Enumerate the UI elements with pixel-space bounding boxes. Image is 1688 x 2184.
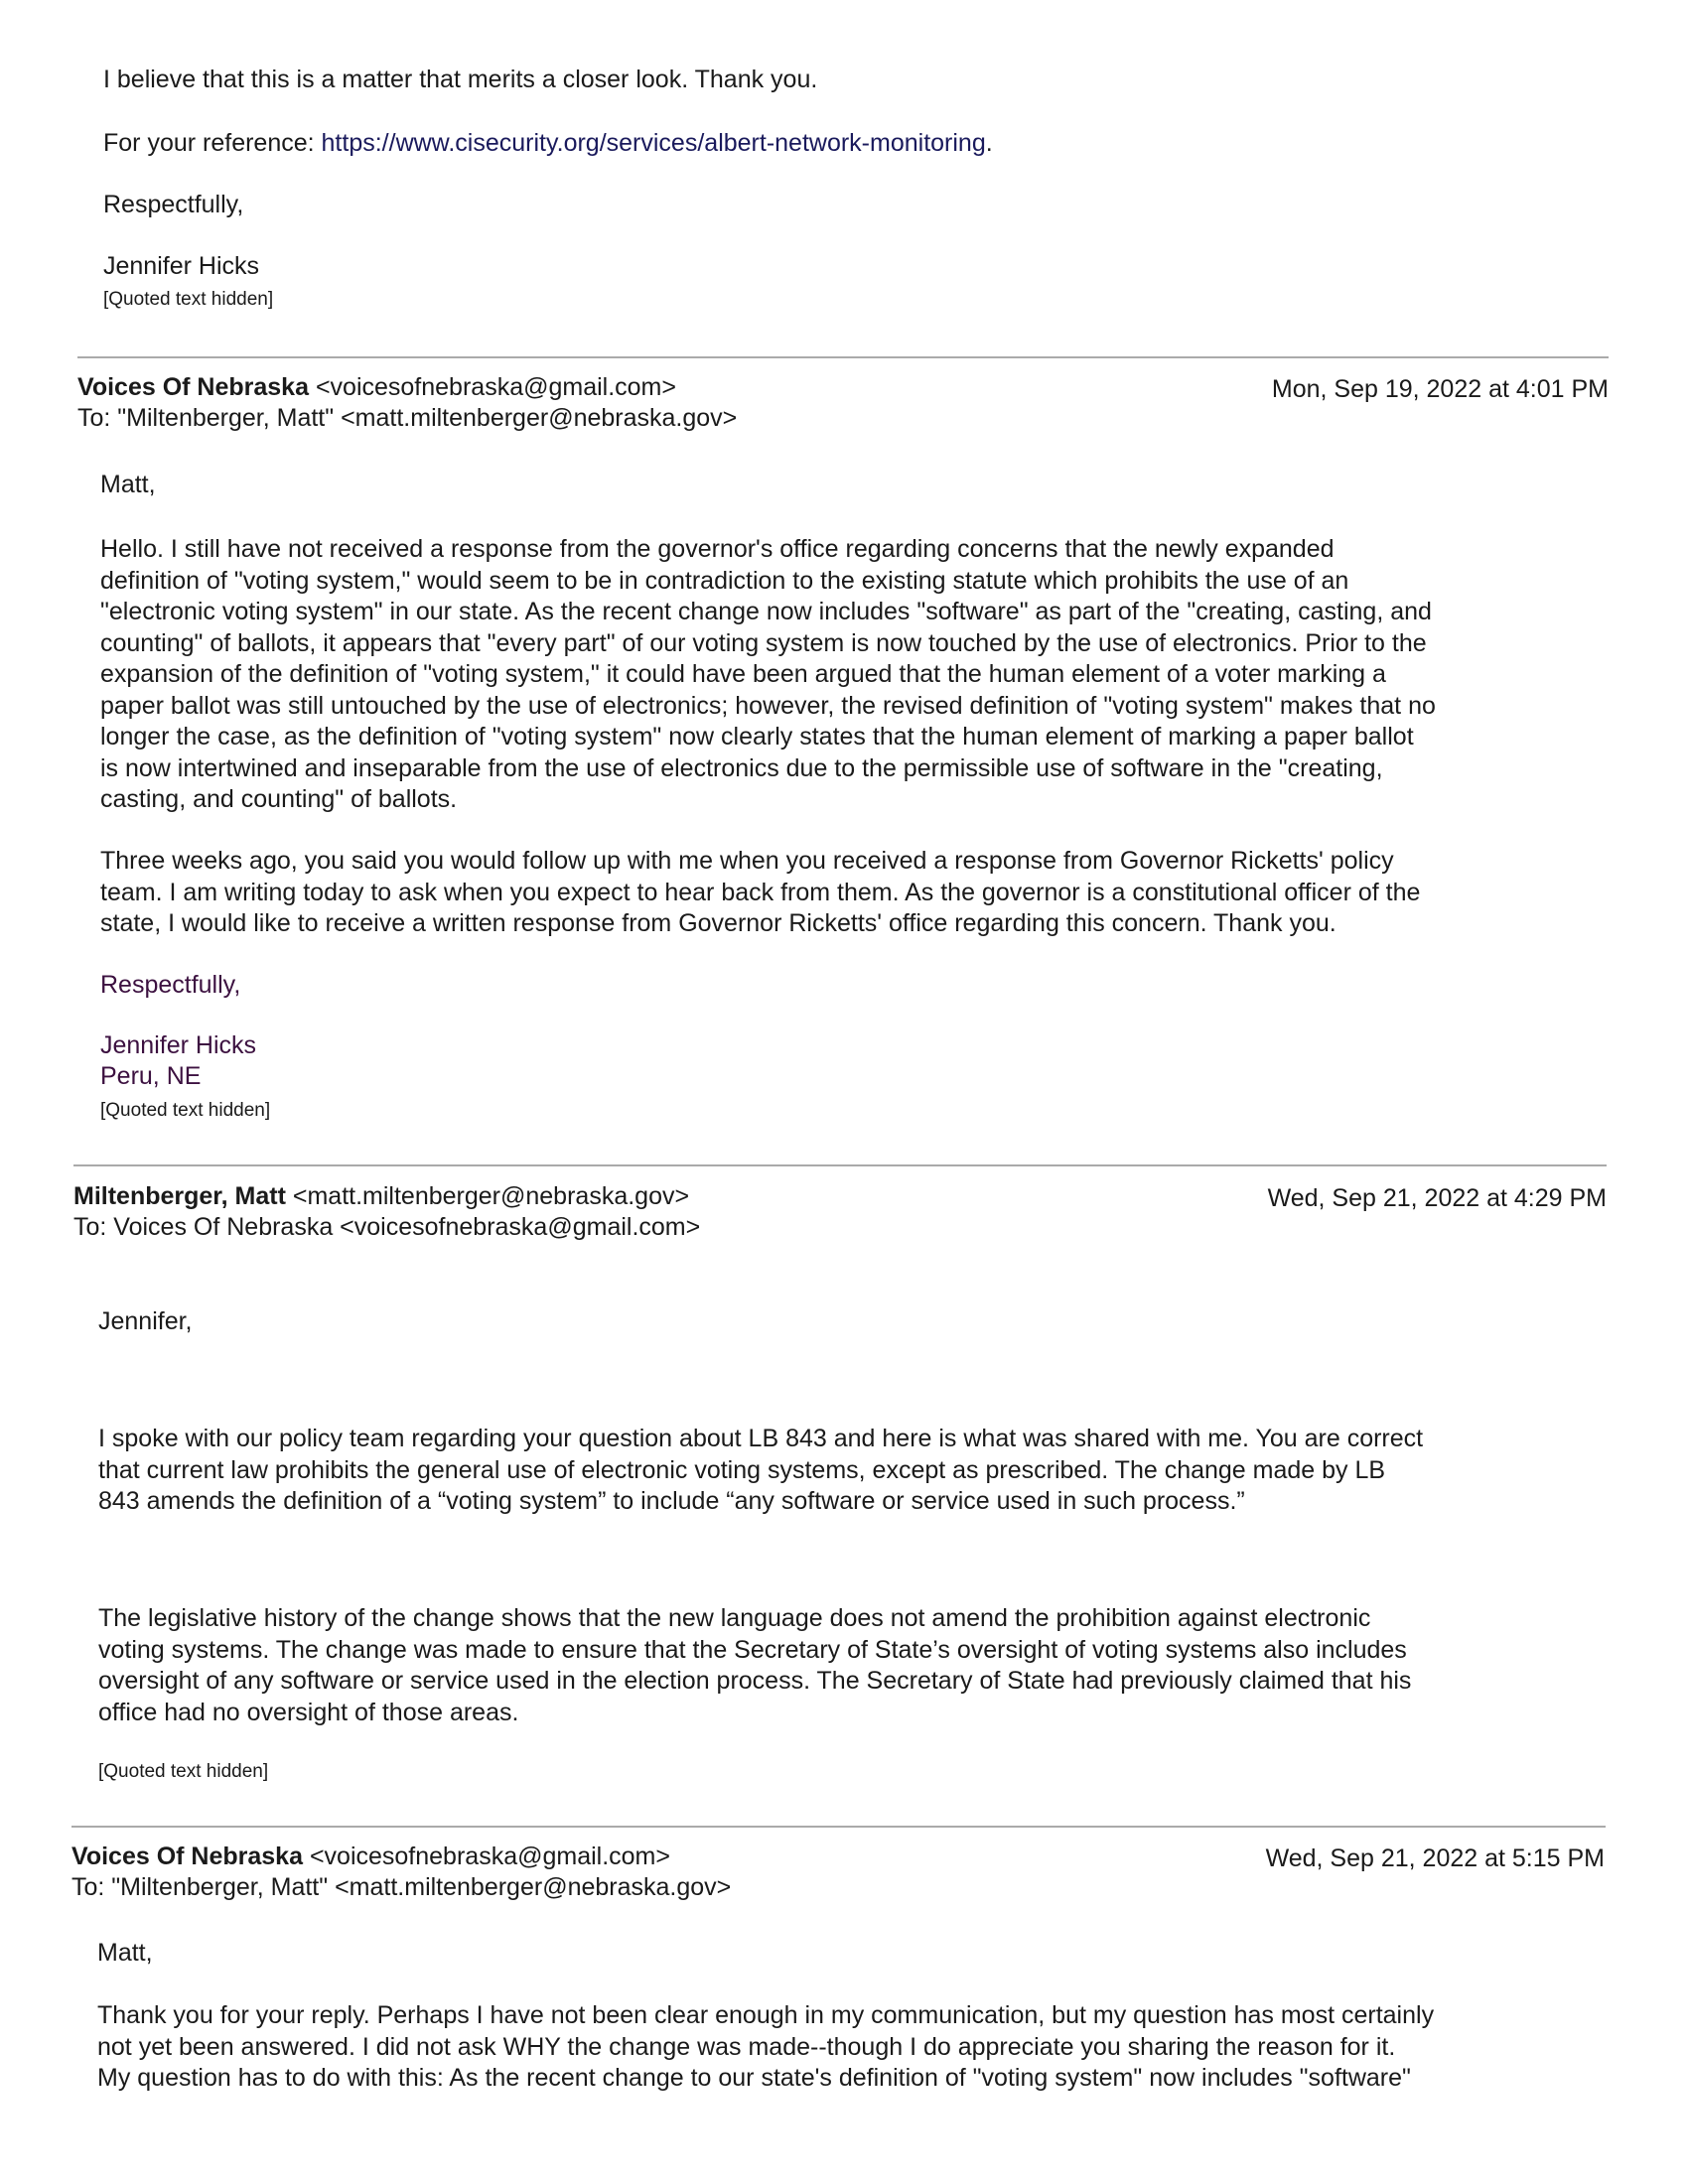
sender: [73, 1181, 700, 1212]
intro-quoted-text-toggle[interactable]: [Quoted text hidden]: [103, 289, 274, 310]
message-header: [77, 372, 737, 434]
message-paragraph: Hello. I still have not received a response from the governor's office regarding concerns that the newly expanded definition of "voting system," would seem to be in contradiction to the existing statute which prohibits the use of an "electronic voting system" in our state. As the recent change now includes "software" as part of the "creating, casting, and counting" of ballots, it appears that "every part" of our voting system is now touched by the use of electronics. Prior to the expansion of the definition of "voting system," it could have been argued that the human element of a voter marking a paper ballot was still untouched by the use of electronics; however, the revised definition of "voting system" makes that no longer the case, as the definition of "voting system" now clearly states that the human element of marking a paper ballot is now intertwined and inseparable from the use of electronics due to the permissible use of software in the "creating, casting, and counting" of ballots.: [100, 535, 1436, 813]
message-date: Wed, Sep 21, 2022 at 4:29 PM: [1267, 1184, 1607, 1212]
intro-closing-line: I believe that this is a matter that merits a closer look. Thank you.: [103, 66, 818, 93]
message-date: Mon, Sep 19, 2022 at 4:01 PM: [1271, 375, 1609, 403]
message-paragraph: Thank you for your reply. Perhaps I have not been clear enough in my communication, but my question has most certainly not yet been answered. I did not ask WHY the change was made--though I do appreciate you sharing the reason for it. My question has to do with this: As the recent change to our state's definition of "voting system" now includes "software": [97, 2001, 1435, 2092]
sender-name: Voices Of Nebraska: [77, 373, 309, 401]
message-divider: [77, 356, 1609, 358]
message-location: Peru, NE: [100, 1062, 202, 1090]
recipient: To: "Miltenberger, Matt" <matt.miltenberger@nebraska.gov>: [77, 404, 738, 432]
message-divider: [71, 1826, 1606, 1828]
message-greeting: Matt,: [100, 471, 156, 498]
sender-name: Voices Of Nebraska: [71, 1843, 303, 1870]
sender: [71, 1842, 731, 1872]
recipient: To: Voices Of Nebraska <voicesofnebraska@gmail.com>: [73, 1213, 701, 1241]
message-divider: [73, 1164, 1607, 1166]
message-header: [73, 1181, 700, 1243]
reference-prefix: For your reference:: [103, 129, 322, 157]
message-header: [71, 1842, 731, 1903]
message-signoff: Respectfully,: [100, 971, 241, 999]
sender-email: <voicesofnebraska@gmail.com>: [315, 373, 676, 401]
sender-email: <matt.miltenberger@nebraska.gov>: [292, 1182, 690, 1210]
message-paragraph: The legislative history of the change shows that the new language does not amend the prohibition against electronic voting systems. The change was made to ensure that the Secretary of State’s oversight of voting systems also includes oversight of any software or service used in the election process. The Secretary of State had previously claimed that his office had no oversight of those areas.: [98, 1604, 1412, 1726]
sender-name: Miltenberger, Matt: [73, 1182, 286, 1210]
recipient: To: "Miltenberger, Matt" <matt.miltenberger@nebraska.gov>: [71, 1873, 732, 1901]
quoted-text-toggle[interactable]: [Quoted text hidden]: [100, 1100, 271, 1121]
message-signature: Jennifer Hicks: [100, 1031, 256, 1059]
message-greeting: Jennifer,: [98, 1307, 193, 1335]
message-date: Wed, Sep 21, 2022 at 5:15 PM: [1265, 1844, 1605, 1872]
message-paragraph: I spoke with our policy team regarding your question about LB 843 and here is what was shared with me. You are correct that current law prohibits the general use of electronic voting systems, except as prescribed. The change made by LB 843 amends the definition of a “voting system” to include “any software or service used in such process.”: [98, 1425, 1424, 1515]
intro-reference: [103, 128, 993, 160]
intro-signoff: Respectfully,: [103, 191, 244, 218]
sender: [77, 372, 737, 403]
sender-email: <voicesofnebraska@gmail.com>: [309, 1843, 670, 1870]
intro-signature: Jennifer Hicks: [103, 252, 259, 280]
message-greeting: Matt,: [97, 1939, 153, 1967]
reference-link[interactable]: https://www.cisecurity.org/services/albert-network-monitoring: [321, 129, 986, 157]
quoted-text-toggle[interactable]: [Quoted text hidden]: [98, 1761, 269, 1782]
message-paragraph: Three weeks ago, you said you would follow up with me when you received a response from Governor Ricketts' policy team. I am writing today to ask when you expect to hear back from them. As the governor is a constitutional officer of the state, I would like to receive a written response from Governor Ricketts' office regarding this concern. Thank you.: [100, 847, 1421, 937]
reference-suffix: .: [985, 129, 993, 157]
